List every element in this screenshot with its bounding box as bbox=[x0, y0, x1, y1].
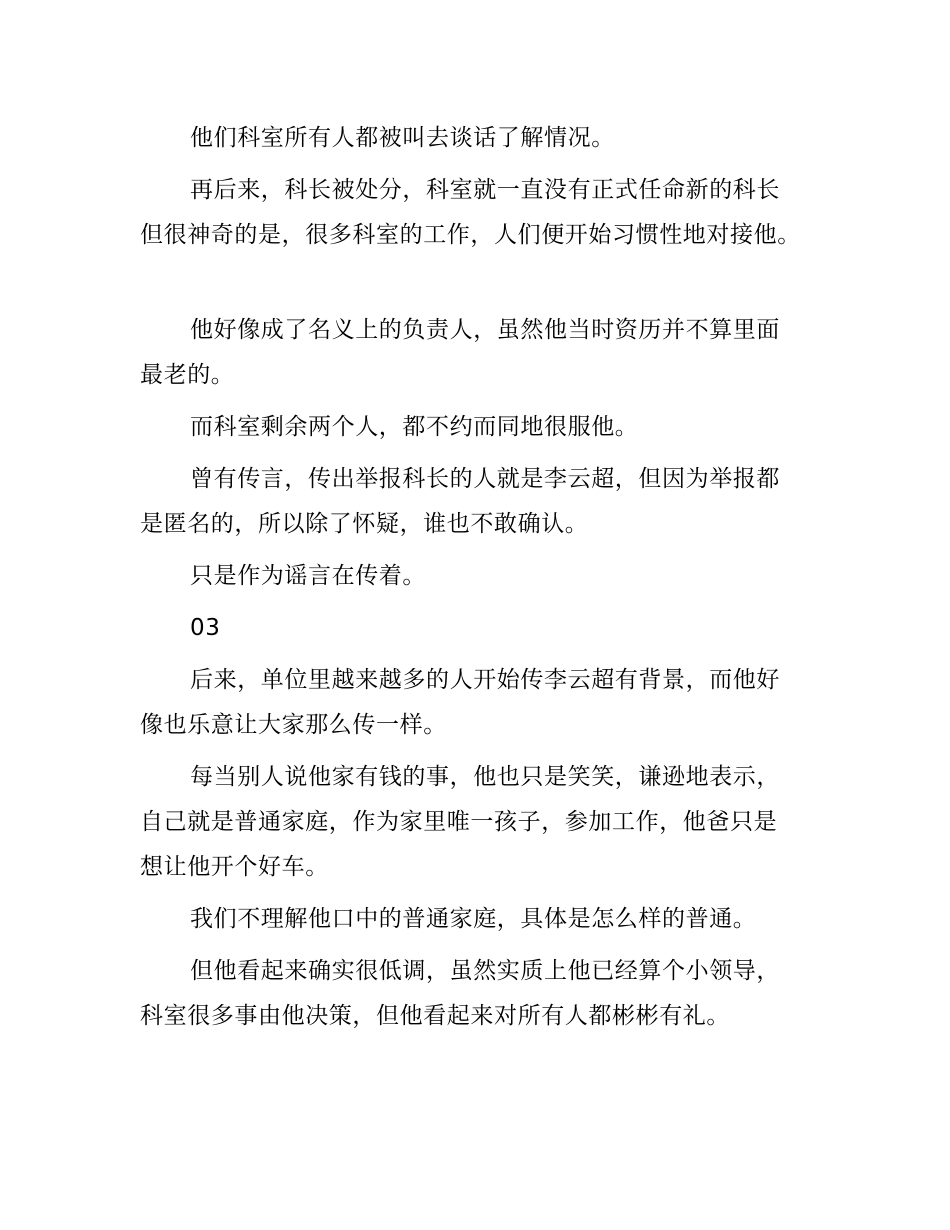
paragraph-line: 他好像成了名义上的负责人，虽然他当时资历并不算里面 bbox=[190, 317, 780, 343]
section-number: 03 bbox=[190, 615, 221, 641]
paragraph-line: 后来，单位里越来越多的人开始传李云超有背景，而他好 bbox=[190, 667, 780, 693]
paragraph-line: 自己就是普通家庭，作为家里唯一孩子，参加工作，他爸只是 bbox=[140, 809, 778, 835]
paragraph-line: 每当别人说他家有钱的事，他也只是笑笑，谦逊地表示， bbox=[190, 764, 780, 790]
paragraph-line: 他们科室所有人都被叫去谈话了解情况。 bbox=[190, 125, 615, 151]
paragraph-line: 是匿名的，所以除了怀疑，谁也不敢确认。 bbox=[140, 511, 589, 537]
paragraph-line: 曾有传言，传出举报科长的人就是李云超，但因为举报都 bbox=[190, 466, 780, 492]
paragraph-line: 像也乐意让大家那么传一样。 bbox=[140, 712, 447, 738]
paragraph-line: 想让他开个好车。 bbox=[140, 854, 329, 880]
paragraph-line: 但很神奇的是，很多科室的工作，人们便开始习惯性地对接他。 bbox=[140, 222, 801, 248]
paragraph-line: 科室很多事由他决策，但他看起来对所有人都彬彬有礼。 bbox=[140, 1003, 730, 1029]
paragraph-line: 再后来，科长被处分，科室就一直没有正式任命新的科长 bbox=[190, 177, 780, 203]
paragraph-line: 但他看起来确实很低调，虽然实质上他已经算个小领导， bbox=[190, 958, 780, 984]
paragraph-line: 我们不理解他口中的普通家庭，具体是怎么样的普通。 bbox=[190, 906, 757, 932]
paragraph-line: 而科室剩余两个人，都不约而同地很服他。 bbox=[190, 414, 639, 440]
paragraph-line: 只是作为谣言在传着。 bbox=[190, 563, 426, 589]
paragraph-line: 最老的。 bbox=[140, 362, 235, 388]
